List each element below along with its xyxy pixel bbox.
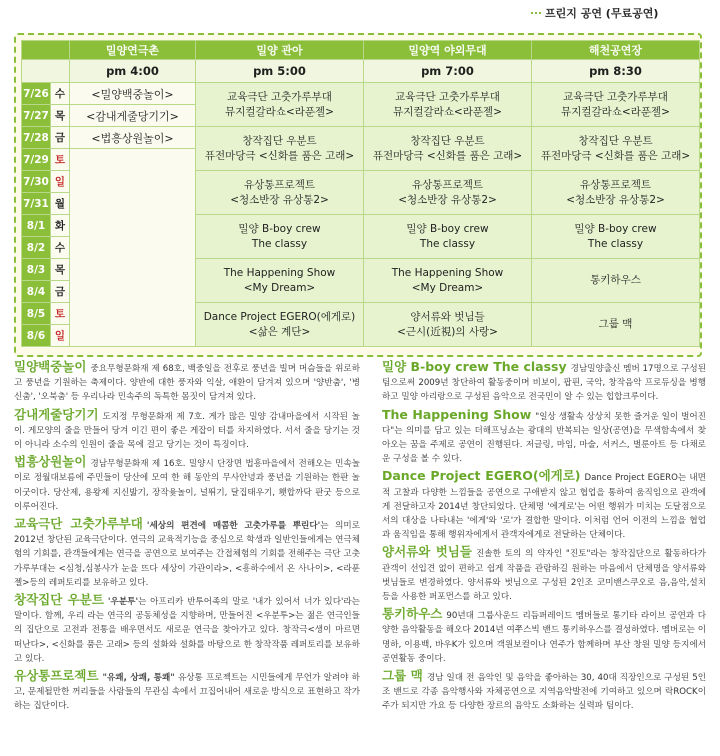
desc-item — [14, 455, 360, 514]
desc-item — [14, 360, 360, 405]
desc-title: 밀양백중놀이 — [14, 359, 87, 374]
event-cell: 유상통프로젝트 <청소반장 유상통2> — [532, 171, 700, 215]
time-header: pm 8:30 — [532, 60, 700, 83]
desc-title: 그룹 맥 — [382, 668, 423, 684]
event-cell: 통키하우스 — [532, 259, 700, 303]
event-cell: 유상통프로젝트 <청소반장 유상통2> — [364, 171, 532, 215]
weekday-cell: 토 — [51, 303, 70, 325]
event-cell: 밀양 B-boy crew The classy — [364, 215, 532, 259]
desc-subtitle: '우분투' — [107, 597, 139, 608]
date-cell: 8/6 — [22, 325, 51, 347]
date-cell: 7/28 — [22, 127, 51, 149]
desc-item — [14, 669, 360, 714]
weekday-cell: 일 — [51, 325, 70, 347]
desc-title: 창작집단 우분트 — [14, 592, 104, 608]
event-cell: 창작집단 우분트 퓨전마당극 <신화를 품은 고래> — [196, 127, 364, 171]
desc-body: 유상통 프로젝트는 시민들에게 무언가 알려야 하고, 문제될만한 꺼리들을 사람들의 무관심 속에서 끄집어내어 새로운 방식으로 표현하고 작가하는 집단이다. — [14, 673, 360, 712]
desc-body: 경남밀양출신 멤버 17명으로 구성된 팀으로써 2009년 창단하여 활동중이며 비보이, 팝핀, 국악, 창작음악 프로듀싱을 병행하고 밀양 아리랑으로 구성된 음악으로 전국민이 알 수 있는 힙합크루이다. — [382, 364, 707, 403]
time-header: pm 7:00 — [364, 60, 532, 83]
desc-body: 90년대 그룹사운드 리듬퍼레이드 멤버들로 통기타 라이브 공연과 다양한 음악활동을 해오다 2014년 여쭈스빅 밴드 통키하우스를 결성하였다. 멤버로는 이명하, 이용백, 바우K가 있으며 객원보컬이나 연주가 함께하며 부산 창원 밀양 등지에서 공연활동 중이다. — [382, 611, 706, 664]
desc-item — [382, 469, 706, 542]
date-cell: 8/4 — [22, 281, 51, 303]
date-cell: 8/2 — [22, 237, 51, 259]
desc-item — [382, 545, 706, 604]
event-cell: 교육극단 고춧가루부대 뮤지컬갈라쇼<라푼젤> — [196, 83, 364, 127]
venue-header: 해천공연장 — [532, 41, 700, 60]
event-cell: 밀양 B-boy crew The classy — [532, 215, 700, 259]
description-left-column — [14, 360, 360, 717]
desc-title: Dance Project EGERO(에게로) — [382, 468, 581, 484]
desc-item — [382, 607, 706, 666]
weekday-cell: 수 — [51, 83, 70, 105]
event-cell: 밀양 B-boy crew The classy — [196, 215, 364, 259]
desc-title: 통키하우스 — [382, 606, 443, 622]
weekday-cell: 일 — [51, 171, 70, 193]
corner-cell — [22, 41, 70, 60]
venue-header: 밀양 관아 — [196, 41, 364, 60]
event-cell: 유상통프로젝트 <청소반장 유상통2> — [196, 171, 364, 215]
desc-body: 는 아프리카 반투어족의 말로 '내가 있어서 너가 있다'라는 말이다. 함께, 우리 라는 연극의 공동체성을 지향하며, 만들어진 <우분투>는 젊은 연극인들의 집단으로 고전과 전통을 배우면서도 새로운 연극을 찾아가고 있다. 창작극<생이 마르면 떠난다>, <신화를 품은 고래> 등의 설화와 설화를 바탕으로 한 창작작품 레퍼토리를 보유하고 있다. — [14, 597, 360, 664]
time-header: pm 4:00 — [70, 60, 196, 83]
desc-title: 교육극단 고춧가루부대 — [14, 516, 143, 532]
date-cell: 7/31 — [22, 193, 51, 215]
desc-item — [14, 517, 360, 590]
desc-title: 법흥상원놀이 — [14, 454, 87, 470]
event-cell: <감내게줄당기기> — [70, 105, 196, 127]
desc-body: 도지정 무형문화재 제 7호. 게가 많은 밀양 감내마을에서 시작된 놀이. 게모양의 줄을 만들어 당겨 이긴 편이 좋은 게잡이 터를 차지하였다. 서서 줄을 당기는 것이 아니라 소수의 인원이 줄을 목에 걸고 당기는 것이 특징이다. — [14, 411, 360, 451]
desc-item — [14, 593, 360, 666]
desc-item — [382, 360, 706, 405]
weekday-cell: 토 — [51, 149, 70, 171]
event-cell: 창작집단 우분트 퓨전마당극 <신화를 품은 고래> — [364, 127, 532, 171]
date-cell: 8/3 — [22, 259, 51, 281]
time-header: pm 5:00 — [196, 60, 364, 83]
schedule-box — [14, 33, 702, 357]
fringe-note — [545, 4, 658, 22]
weekday-cell: 수 — [51, 237, 70, 259]
event-cell: The Happening Show <My Dream> — [196, 259, 364, 303]
event-cell: Dance Project EGERO(에게로) <삶은 계단> — [196, 303, 364, 347]
desc-title: The Happening Show — [382, 406, 532, 422]
event-cell: 교육극단 고춧가루부대 뮤지컬갈라쇼<라푼젤> — [364, 83, 532, 127]
date-cell: 8/5 — [22, 303, 51, 325]
venue-header: 밀양역 야외무대 — [364, 41, 532, 60]
weekday-cell: 금 — [51, 281, 70, 303]
date-cell: 8/1 — [22, 215, 51, 237]
desc-title: 밀양 B-boy crew The classy — [382, 359, 567, 374]
fringe-note-label: 프린지 공연 (무료공연) — [545, 7, 659, 20]
weekday-cell: 월 — [51, 193, 70, 215]
desc-body: 경남 일대 전 음악인 및 음악을 좋아하는 30, 40대 직장인으로 구성된 5인조 밴드로 각종 음악행사와 자체공연으로 지역음악발전에 기여하고 있으며 락ROCK이 주가 되지만 가요 등 다양한 장르의 음악도 소화하는 실력파 팀이다. — [382, 673, 707, 712]
date-cell: 7/27 — [22, 105, 51, 127]
desc-body: "일상 생활속 상상치 못한 즐거운 일이 벌어진다"는 의미를 담고 있는 더해프닝쇼는 광대의 반복되는 일상(공연)을 무색함속에서 찾아오는 꿈을 주제로 공연이 진행된다. 저글링, 마임, 마술, 서커스, 벌룬아트 등 다채로운 구성을 볼 수 있다. — [382, 411, 706, 465]
note-connector — [531, 12, 541, 14]
desc-body: 진솔한 토의 의 약자인 "진토"라는 창작집단으로 활동하다가 관객이 선입견 없이 편하고 쉽게 작품을 관람하길 원하는 마음에서 단체명을 양서류와 벗님들로 변경하였다. 양서류와 벗님으로 구성된 2인조 코미밴스쿠오로 음,음악,설치 등을 사용한 퍼포먼스를 하고 있다. — [382, 549, 706, 603]
desc-title: 유상통프로젝트 — [14, 668, 99, 684]
desc-body: 경남무형문화재 제 16호. 밀양시 단장면 법흥마을에서 전해오는 민속놀이로 정월대보름에 주민들이 당산에 모여 한 해 동안의 무사안녕과 풍년을 기원하는 한판 놀이굿이다. 당산제, 용왕제 지신밟기, 장작윷놀이, 널뛰기, 달집태우기, 횃합까닥 판굿 등으로 이루어진다. — [14, 459, 360, 512]
event-cell: 양서류와 벗님들 <근시(近視)의 사랑> — [364, 303, 532, 347]
desc-subtitle: "유쾌, 상쾌, 통쾌" — [102, 673, 175, 684]
desc-item — [382, 669, 706, 714]
desc-item — [382, 408, 706, 467]
desc-body: 중요무형문화재 제 68호, 백중일을 전후로 풍년을 빌며 머슴들을 위로하고 풍년을 기원하는 축제이다. 양반에 대한 풍자와 익살, 애환이 담겨져 있으며 '양반춤', '병신춤', '오북춤' 등 우리나라 민속주의 독특한 몸짓이 담겨져 있다. — [14, 364, 360, 403]
empty-cell — [70, 149, 196, 347]
date-cell: 7/26 — [22, 83, 51, 105]
weekday-cell: 목 — [51, 105, 70, 127]
weekday-cell: 목 — [51, 259, 70, 281]
event-cell: 창작집단 우분트 퓨전마당극 <신화를 품은 고래> — [532, 127, 700, 171]
event-cell: 그룹 맥 — [532, 303, 700, 347]
desc-body: 는 의미로 2012년 창단된 교육극단이다. 연극의 교육적기능을 중심으로 학생과 일반인들에게는 연극체험의 기회를, 관객들에게는 연극을 공연으로 보여주는 간접체험의 기회를 전해주는 극단 고춧가루부대는 <심청,심봉사가 눈을 뜨다 세상이 가관이라>, <흥하수에서 온 사나이>, <라푼젤>등의 레퍼토리를 보유하고 있다. — [14, 521, 360, 588]
event-cell: The Happening Show <My Dream> — [364, 259, 532, 303]
desc-title: 양서류와 벗님들 — [382, 544, 472, 560]
event-cell: <법흥상원놀이> — [70, 127, 196, 149]
venue-header: 밀양연극촌 — [70, 41, 196, 60]
description-right-column — [382, 360, 706, 717]
date-cell: 7/29 — [22, 149, 51, 171]
desc-subtitle: '세상의 편견에 매콤한 고춧가루를 뿌린다' — [146, 521, 321, 532]
event-cell: 교육극단 고춧가루부대 뮤지컬갈라쇼<라푼젤> — [532, 83, 700, 127]
schedule-table — [21, 40, 700, 347]
weekday-cell: 금 — [51, 127, 70, 149]
desc-title: 감내게줄당기기 — [14, 406, 99, 422]
event-cell: <밀양백중놀이> — [70, 83, 196, 105]
weekday-cell: 화 — [51, 215, 70, 237]
desc-body: Dance Project EGERO는 내면적 고찰과 다양한 느낌들을 공연으로 구애받지 않고 협업을 통하여 움직임으로 관객에게 전달하고자 2014년 창단되었다. 단체명 '에게로'는 어떤 행위가 미치는 도달점으로서의 대상을 나타내는 '에게'와 '로'가 결합한 말이다. 이처럼 언어 이전의 느낌을 협업과 움직임을 통해 행위자에게서 관객자에게로 전달하는 단체이다. — [382, 473, 706, 541]
corner-cell — [22, 60, 70, 83]
date-cell: 7/30 — [22, 171, 51, 193]
desc-item — [14, 408, 360, 453]
